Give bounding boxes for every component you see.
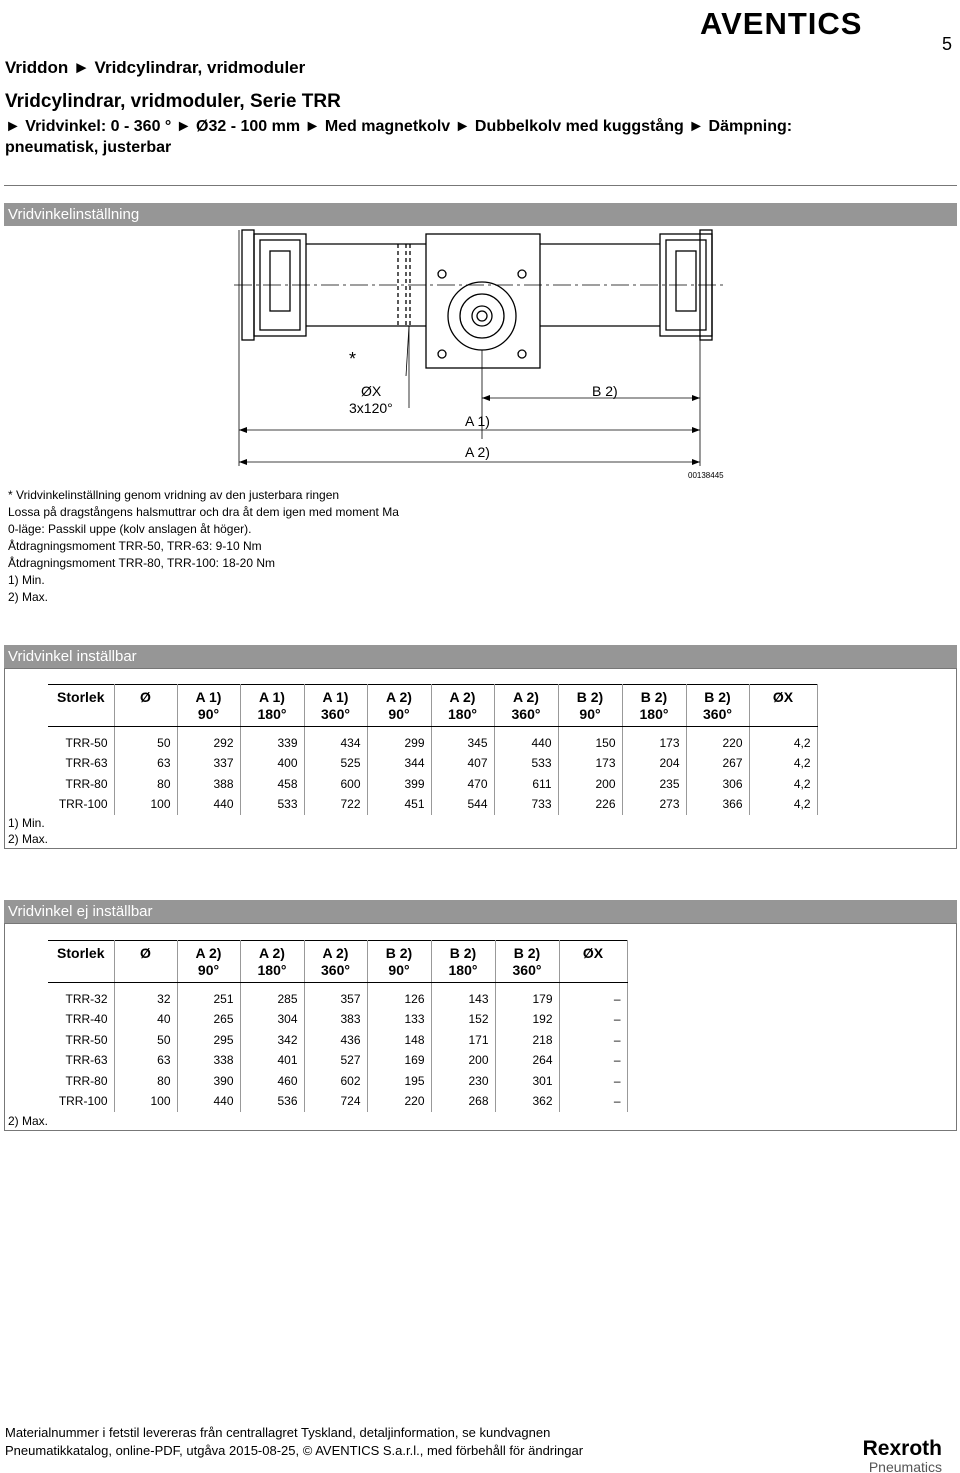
note-line: Åtdragningsmoment TRR-50, TRR-63: 9-10 Nm xyxy=(8,539,262,553)
column-header-angle xyxy=(560,962,627,979)
table-cell: 533 xyxy=(494,753,558,774)
table-cell: 63 xyxy=(114,1050,177,1071)
footnote xyxy=(8,815,48,847)
footnote-line: 2) Max. xyxy=(8,1114,49,1128)
column-header-angle: 360° xyxy=(703,706,732,722)
column-header-angle: 90° xyxy=(388,962,410,978)
breadcrumb: Vriddon ► Vridcylindrar, vridmoduler xyxy=(5,58,306,77)
column-header-angle xyxy=(115,962,177,979)
footnote-line: 2) Max. xyxy=(8,832,49,846)
ox-sub-label: 3x120° xyxy=(349,400,393,416)
table-cell: 50 xyxy=(114,733,177,754)
table-cell: 602 xyxy=(304,1071,367,1092)
table-cell: 440 xyxy=(177,794,240,815)
table-row xyxy=(48,1091,627,1112)
table-cell: 339 xyxy=(240,733,304,754)
table-cell: 179 xyxy=(495,989,559,1010)
table-cell: 195 xyxy=(367,1071,431,1092)
footnote-line: 1) Min. xyxy=(8,816,45,830)
table-cell: 204 xyxy=(622,753,686,774)
page-number: 5 xyxy=(941,34,952,54)
table-cell: TRR-80 xyxy=(48,774,114,795)
page-title: Vridcylindrar, vridmoduler, Serie TRR xyxy=(5,91,341,112)
table-cell: 148 xyxy=(367,1030,431,1051)
table-cell: 4,2 xyxy=(749,733,817,754)
table-cell: 230 xyxy=(431,1071,495,1092)
table-row xyxy=(48,1009,627,1030)
table-cell: 304 xyxy=(240,1009,304,1030)
column-header-label: Ø xyxy=(140,689,151,705)
column-header xyxy=(559,941,627,983)
table-cell: 265 xyxy=(177,1009,240,1030)
column-header xyxy=(558,685,622,727)
brand-logo: AVENTICS xyxy=(700,6,863,41)
column-header xyxy=(48,685,114,727)
table-cell: 268 xyxy=(431,1091,495,1112)
divider xyxy=(4,185,957,186)
table-cell: 226 xyxy=(558,794,622,815)
table-cell: 722 xyxy=(304,794,367,815)
ox-label: ØX xyxy=(361,383,382,399)
table-cell: TRR-63 xyxy=(48,753,114,774)
table-cell: 400 xyxy=(240,753,304,774)
table-cell: 173 xyxy=(622,733,686,754)
footer-line: Pneumatikkatalog, online-PDF, utgåva 2015-08-25, © AVENTICS S.a.r.l., med förbehåll för ändringar xyxy=(5,1443,584,1458)
table-cell: 436 xyxy=(304,1030,367,1051)
table-cell: 80 xyxy=(114,1071,177,1092)
table-row xyxy=(48,733,817,754)
table-cell: 344 xyxy=(367,753,431,774)
table-cell: 133 xyxy=(367,1009,431,1030)
table-cell: TRR-100 xyxy=(48,794,114,815)
table-cell: 337 xyxy=(177,753,240,774)
asterisk-marker: * xyxy=(349,349,357,369)
table-cell: 338 xyxy=(177,1050,240,1071)
table-row xyxy=(48,774,817,795)
footnote xyxy=(8,1113,48,1129)
table-cell: 451 xyxy=(367,794,431,815)
column-header-angle: 180° xyxy=(448,706,477,722)
table-cell: 544 xyxy=(431,794,494,815)
table-cell: TRR-100 xyxy=(48,1091,114,1112)
column-header xyxy=(367,685,431,727)
note-line: 1) Min. xyxy=(8,573,45,587)
column-header-label: Ø xyxy=(140,945,151,961)
table-cell: – xyxy=(559,1091,627,1112)
column-header-angle: 180° xyxy=(448,962,478,978)
table-cell: 285 xyxy=(240,989,304,1010)
table-cell: TRR-40 xyxy=(48,1009,114,1030)
table-cell: 470 xyxy=(431,774,494,795)
column-header-label: A 2) xyxy=(322,945,349,961)
column-header-label: Storlek xyxy=(57,945,105,961)
drawing-id: 00138445 xyxy=(688,471,724,480)
column-header-angle xyxy=(115,706,177,723)
table-cell: – xyxy=(559,1030,627,1051)
column-header-angle: 90° xyxy=(579,706,601,722)
table-cell: 399 xyxy=(367,774,431,795)
table-cell: TRR-63 xyxy=(48,1050,114,1071)
rexroth-tagline: Pneumatics xyxy=(868,1459,942,1473)
column-header-label: A 2) xyxy=(195,945,222,961)
table-cell: 390 xyxy=(177,1071,240,1092)
table-row xyxy=(48,989,627,1010)
table-cell: 600 xyxy=(304,774,367,795)
table-cell: 273 xyxy=(622,794,686,815)
table-cell: 63 xyxy=(114,753,177,774)
b2-dimension-label: B 2) xyxy=(592,383,618,399)
table-cell: 440 xyxy=(494,733,558,754)
section-heading-adjustable: Vridvinkel inställbar xyxy=(4,645,957,668)
note-line: 0-läge: Passkil uppe (kolv anslagen åt höger). xyxy=(8,522,252,536)
table-cell: TRR-32 xyxy=(48,989,114,1010)
column-header-label: A 1) xyxy=(259,689,285,705)
column-header-label: B 2) xyxy=(640,689,668,705)
gearbox-body xyxy=(426,234,540,368)
table-cell: 383 xyxy=(304,1009,367,1030)
table-row xyxy=(48,753,817,774)
column-header-angle: 360° xyxy=(321,962,350,978)
column-header xyxy=(686,685,749,727)
table-cell: 611 xyxy=(494,774,558,795)
table-cell: – xyxy=(559,989,627,1010)
note-line: * Vridvinkelinställning genom vridning av den justerbara ringen xyxy=(8,488,340,502)
table-cell: 724 xyxy=(304,1091,367,1112)
table-cell: 342 xyxy=(240,1030,304,1051)
column-header xyxy=(749,685,817,727)
column-header xyxy=(304,685,367,727)
table-cell: 362 xyxy=(495,1091,559,1112)
table-row xyxy=(48,1030,627,1051)
table-cell: 200 xyxy=(431,1050,495,1071)
column-header-label: ØX xyxy=(772,689,794,705)
column-header-label: B 2) xyxy=(576,689,604,705)
table-cell: 264 xyxy=(495,1050,559,1071)
table-cell: 301 xyxy=(495,1071,559,1092)
table-cell: 171 xyxy=(431,1030,495,1051)
column-header-angle: 360° xyxy=(321,706,350,722)
table-cell: 267 xyxy=(686,753,749,774)
table-cell: 533 xyxy=(240,794,304,815)
column-header xyxy=(114,685,177,727)
table-cell: 458 xyxy=(240,774,304,795)
column-header-angle: 360° xyxy=(512,962,542,978)
table-cell: 100 xyxy=(114,794,177,815)
table-cell: 306 xyxy=(686,774,749,795)
column-header xyxy=(48,941,114,983)
column-header-angle: 180° xyxy=(639,706,669,722)
table-cell: 126 xyxy=(367,989,431,1010)
column-header xyxy=(177,941,240,983)
column-header-label: A 2) xyxy=(259,945,285,961)
table-cell: 200 xyxy=(558,774,622,795)
table-cell: 299 xyxy=(367,733,431,754)
a1-dimension-label: A 1) xyxy=(465,413,490,429)
table-cell: 235 xyxy=(622,774,686,795)
table-cell: 401 xyxy=(240,1050,304,1071)
table-cell: 32 xyxy=(114,989,177,1010)
table-cell: 4,2 xyxy=(749,753,817,774)
table-cell: 50 xyxy=(114,1030,177,1051)
column-header-label: A 1) xyxy=(195,689,222,705)
table-cell: 388 xyxy=(177,774,240,795)
column-header-angle: 180° xyxy=(257,962,287,978)
a2-dimension-label: A 2) xyxy=(465,444,490,460)
table-cell: 40 xyxy=(114,1009,177,1030)
column-header-label: B 2) xyxy=(449,945,477,961)
table-cell: 536 xyxy=(240,1091,304,1112)
column-header-angle: 360° xyxy=(511,706,541,722)
column-header-label: ØX xyxy=(582,945,604,961)
column-header xyxy=(367,941,431,983)
column-header-label: B 2) xyxy=(513,945,541,961)
table-cell: 220 xyxy=(367,1091,431,1112)
table-cell: 192 xyxy=(495,1009,559,1030)
table-cell: 251 xyxy=(177,989,240,1010)
note-line: Åtdragningsmoment TRR-80, TRR-100: 18-20 Nm xyxy=(8,556,275,570)
technical-drawing xyxy=(230,226,730,476)
column-header-angle: 180° xyxy=(257,706,287,722)
table-cell: – xyxy=(559,1009,627,1030)
section-heading-fixed: Vridvinkel ej inställbar xyxy=(4,900,957,923)
table-cell: 218 xyxy=(495,1030,559,1051)
column-header-label: B 2) xyxy=(704,689,731,705)
table-cell: 527 xyxy=(304,1050,367,1071)
table-cell: TRR-80 xyxy=(48,1071,114,1092)
table-cell: TRR-50 xyxy=(48,733,114,754)
column-header-label: A 2) xyxy=(513,689,539,705)
table-cell: 434 xyxy=(304,733,367,754)
column-header-angle xyxy=(750,706,817,723)
table-cell: 407 xyxy=(431,753,494,774)
column-header-label: B 2) xyxy=(385,945,413,961)
column-header-label: A 2) xyxy=(449,689,476,705)
table-cell: 150 xyxy=(558,733,622,754)
column-header-label: A 1) xyxy=(322,689,349,705)
adjustable-angle-table xyxy=(48,684,818,815)
table-cell: 366 xyxy=(686,794,749,815)
column-header xyxy=(240,685,304,727)
table-cell: 169 xyxy=(367,1050,431,1071)
section-heading-setting: Vridvinkelinställning xyxy=(4,203,957,226)
table-cell: 4,2 xyxy=(749,774,817,795)
table-cell: 4,2 xyxy=(749,794,817,815)
column-header xyxy=(495,941,559,983)
column-header xyxy=(622,685,686,727)
column-header-label: A 2) xyxy=(386,689,412,705)
column-header xyxy=(431,941,495,983)
column-header xyxy=(304,941,367,983)
note-line: 2) Max. xyxy=(8,590,49,604)
rexroth-logo: Rexroth xyxy=(862,1437,942,1460)
table-cell: 100 xyxy=(114,1091,177,1112)
page-subtitle: ► Vridvinkel: 0 - 360 ° ► Ø32 - 100 mm ► Med magnetkolv ► Dubbelkolv med kuggstång ► Dämpning: pneumatisk, justerbar xyxy=(5,118,793,156)
table-cell: 152 xyxy=(431,1009,495,1030)
column-header xyxy=(494,685,558,727)
table-cell: 143 xyxy=(431,989,495,1010)
column-header-angle xyxy=(48,962,114,979)
column-header xyxy=(114,941,177,983)
table-row xyxy=(48,1050,627,1071)
table-cell: 345 xyxy=(431,733,494,754)
column-header xyxy=(177,685,240,727)
table-cell: 525 xyxy=(304,753,367,774)
table-cell: – xyxy=(559,1050,627,1071)
table-cell: 440 xyxy=(177,1091,240,1112)
table-cell: 733 xyxy=(494,794,558,815)
column-header-angle xyxy=(48,706,114,723)
column-header-angle: 90° xyxy=(388,706,410,722)
table-cell: 295 xyxy=(177,1030,240,1051)
column-header-angle: 90° xyxy=(197,962,220,978)
table-cell: 460 xyxy=(240,1071,304,1092)
column-header xyxy=(431,685,494,727)
table-row xyxy=(48,794,817,815)
column-header-label: Storlek xyxy=(57,689,105,705)
table-cell: 292 xyxy=(177,733,240,754)
table-cell: 357 xyxy=(304,989,367,1010)
table-cell: 173 xyxy=(558,753,622,774)
page-footer xyxy=(5,1424,583,1460)
table-row xyxy=(48,1071,627,1092)
column-header-angle: 90° xyxy=(197,706,220,722)
fixed-angle-table xyxy=(48,940,628,1112)
column-header xyxy=(240,941,304,983)
table-cell: – xyxy=(559,1071,627,1092)
note-line: Lossa på dragstångens halsmuttrar och dra åt dem igen med moment Ma xyxy=(8,505,399,519)
table-cell: 80 xyxy=(114,774,177,795)
table-cell: TRR-50 xyxy=(48,1030,114,1051)
table-cell: 220 xyxy=(686,733,749,754)
footer-line: Materialnummer i fetstil levereras från centrallagret Tyskland, detaljinformation, se kundvagnen xyxy=(5,1425,551,1440)
setting-notes xyxy=(8,487,399,606)
